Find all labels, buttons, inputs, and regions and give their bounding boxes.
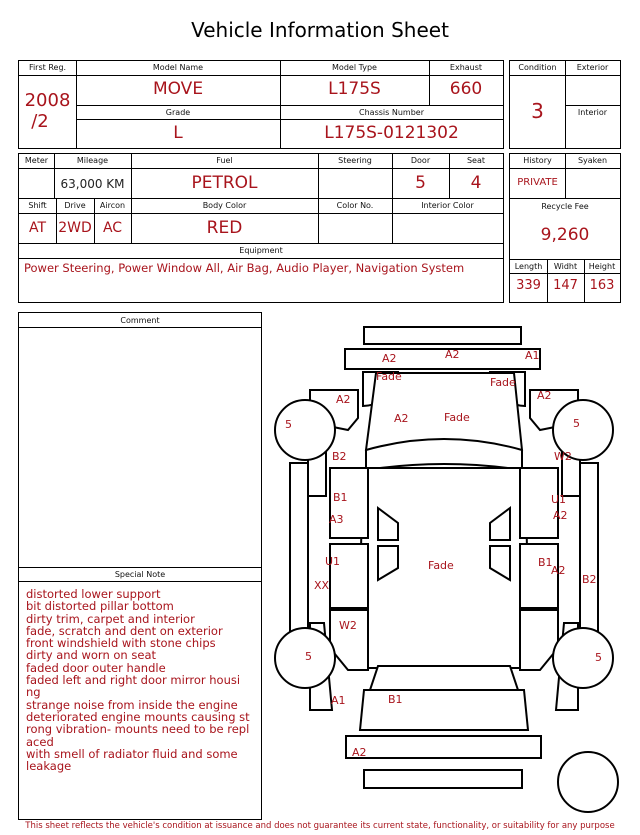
- mark-front-a1: A1: [525, 349, 540, 362]
- sheet-title: Vehicle Information Sheet: [191, 18, 449, 42]
- grade-value: L: [173, 123, 183, 143]
- exterior-label: Exterior: [576, 63, 609, 72]
- mark-door-rl-xx: XX: [314, 579, 330, 592]
- special-note-line: front windshield with stone chips: [26, 636, 216, 651]
- comment-section: [18, 312, 262, 820]
- mark-rear-bumper-a2: A2: [352, 746, 367, 759]
- grade-label: Grade: [165, 108, 191, 117]
- special-note-line: aced: [26, 734, 54, 749]
- mark-rear-left-a1: A1: [331, 694, 346, 707]
- special-note-line: faded left and right door mirror housi: [26, 673, 241, 688]
- special-note-line: bit distorted pillar bottom: [26, 599, 174, 614]
- mark-door-rl-u1: U1: [325, 555, 341, 568]
- mark-door-fr-u1: U1: [551, 493, 567, 506]
- mark-fender-front-right: A2: [537, 389, 552, 402]
- mark-wheel-fl: 5: [285, 418, 292, 431]
- history-label: History: [523, 156, 552, 165]
- mark-hood-fade: Fade: [444, 411, 470, 424]
- special-note-line: strange noise from inside the engine: [26, 697, 238, 712]
- exhaust-label: Exhaust: [449, 63, 483, 72]
- mark-fade-front-right: Fade: [490, 376, 516, 389]
- width-label: Widht: [553, 262, 578, 271]
- first-reg-month: /2: [31, 111, 49, 132]
- special-note-line: rong vibration- mounts need to be repl: [26, 722, 250, 737]
- history-value: PRIVATE: [517, 177, 558, 188]
- windshield: [366, 439, 522, 470]
- color-no-label: Color No.: [336, 201, 374, 210]
- special-note-line: distorted lower support: [26, 587, 161, 601]
- special-note-line: with smell of radiator fluid and some: [26, 746, 238, 761]
- wheel-rear-right: [553, 628, 613, 688]
- mark-rear-left-w2: W2: [339, 619, 357, 632]
- mark-front-a2-left: A2: [382, 352, 397, 365]
- condition-value: 3: [531, 99, 544, 123]
- chassis-number-value: L175S-0121302: [324, 123, 459, 143]
- fuel-label: Fuel: [216, 156, 233, 165]
- special-note-line: fade, scratch and dent on exterior: [26, 623, 223, 638]
- aircon-label: Aircon: [99, 201, 126, 210]
- drive-value: 2WD: [58, 220, 92, 236]
- car-damage-diagram: [268, 318, 620, 818]
- mark-door-fr-a2: A2: [553, 509, 568, 522]
- model-name-label: Model Name: [152, 63, 204, 72]
- length-label: Length: [514, 262, 543, 271]
- door-value: 5: [415, 173, 426, 193]
- seat-label: Seat: [466, 156, 486, 165]
- mark-pillar-left: B2: [332, 450, 347, 463]
- equipment-value: Power Steering, Power Window All, Air Bag, Audio Player, Navigation System: [24, 261, 465, 275]
- mark-rear-right-b2: B2: [582, 573, 597, 586]
- mark-wheel-rl: 5: [305, 650, 312, 663]
- tailgate: [360, 690, 528, 730]
- syaken-label: Syaken: [577, 156, 608, 165]
- special-note-line: faded door outer handle: [26, 660, 166, 675]
- mark-roof-fade: Fade: [428, 559, 454, 572]
- interior-color-label: Interior Color: [421, 201, 474, 210]
- length-value: 339: [516, 278, 541, 293]
- mark-wheel-fr: 5: [573, 417, 580, 430]
- first-reg-label: First Reg.: [28, 63, 67, 72]
- special-note-line: ng: [26, 685, 41, 700]
- special-note-label: Special Note: [114, 570, 166, 579]
- mark-wheel-rr: 5: [595, 651, 602, 664]
- chassis-number-label: Chassis Number: [359, 108, 424, 117]
- front-bumper-top: [364, 327, 521, 344]
- mileage-label: Mileage: [76, 156, 109, 165]
- rear-bumper: [346, 736, 541, 758]
- steering-label: Steering: [338, 156, 372, 165]
- special-note-line: dirty and worn on seat: [26, 648, 156, 663]
- model-section: [18, 60, 504, 149]
- interior-label: Interior: [577, 108, 608, 117]
- width-value: 147: [553, 278, 578, 293]
- mark-door-rr-a2: A2: [551, 564, 566, 577]
- rocker-left: [290, 463, 308, 643]
- mark-front-a2-mid: A2: [445, 348, 460, 361]
- condition-section: [509, 60, 621, 149]
- spare-wheel: [558, 752, 618, 812]
- mark-pillar-right: W2: [554, 450, 572, 463]
- mark-tailgate-b1: B1: [388, 693, 403, 706]
- mileage-value: 63,000 KM: [60, 177, 125, 191]
- comment-label: Comment: [120, 316, 160, 325]
- special-note-line: deteriorated engine mounts causing st: [26, 709, 250, 724]
- first-reg-year: 2008: [24, 90, 71, 111]
- history-section: [509, 153, 621, 303]
- rear-window: [370, 666, 518, 690]
- equipment-label: Equipment: [239, 246, 283, 255]
- disclaimer-footer: This sheet reflects the vehicle's condition at issuance and does not guarantee its current state, functionality, or suitability for any purpose: [25, 821, 615, 831]
- mark-door-rr-b1: B1: [538, 556, 553, 569]
- aircon-value: AC: [102, 220, 123, 236]
- details-section: [18, 153, 504, 303]
- mark-door-fl-a3: A3: [329, 513, 344, 526]
- height-value: 163: [589, 278, 615, 293]
- seat-value: 4: [470, 173, 482, 193]
- model-type-label: Model Type: [332, 63, 377, 72]
- shift-label: Shift: [28, 201, 47, 210]
- wheel-front-left: [275, 400, 335, 460]
- special-note-line: leakage: [26, 759, 72, 774]
- mark-hood-a2: A2: [394, 412, 409, 425]
- shift-value: AT: [28, 220, 47, 236]
- condition-label: Condition: [518, 63, 557, 72]
- door-rear-left: [330, 544, 368, 608]
- meter-label: Meter: [24, 156, 49, 165]
- height-label: Height: [588, 262, 616, 271]
- model-name-value: MOVE: [152, 79, 204, 99]
- rocker-right: [580, 463, 598, 643]
- front-bumper: [345, 349, 540, 369]
- drive-label: Drive: [64, 201, 86, 210]
- body-color-label: Body Color: [202, 201, 247, 210]
- model-type-value: L175S: [328, 79, 381, 99]
- exhaust-value: 660: [449, 79, 483, 99]
- mark-fender-front-left: A2: [336, 393, 351, 406]
- recycle-fee-label: Recycle Fee: [541, 202, 589, 211]
- rear-panel: [364, 770, 522, 788]
- fuel-value: PETROL: [191, 173, 258, 193]
- body-color-value: RED: [206, 218, 243, 238]
- special-note-line: dirty trim, carpet and interior: [26, 611, 195, 626]
- mark-fade-front-left: Fade: [376, 370, 402, 383]
- door-label: Door: [410, 156, 431, 165]
- special-note-list: [26, 588, 250, 772]
- recycle-fee-value: 9,260: [540, 225, 590, 245]
- mark-door-fl-b1: B1: [333, 491, 348, 504]
